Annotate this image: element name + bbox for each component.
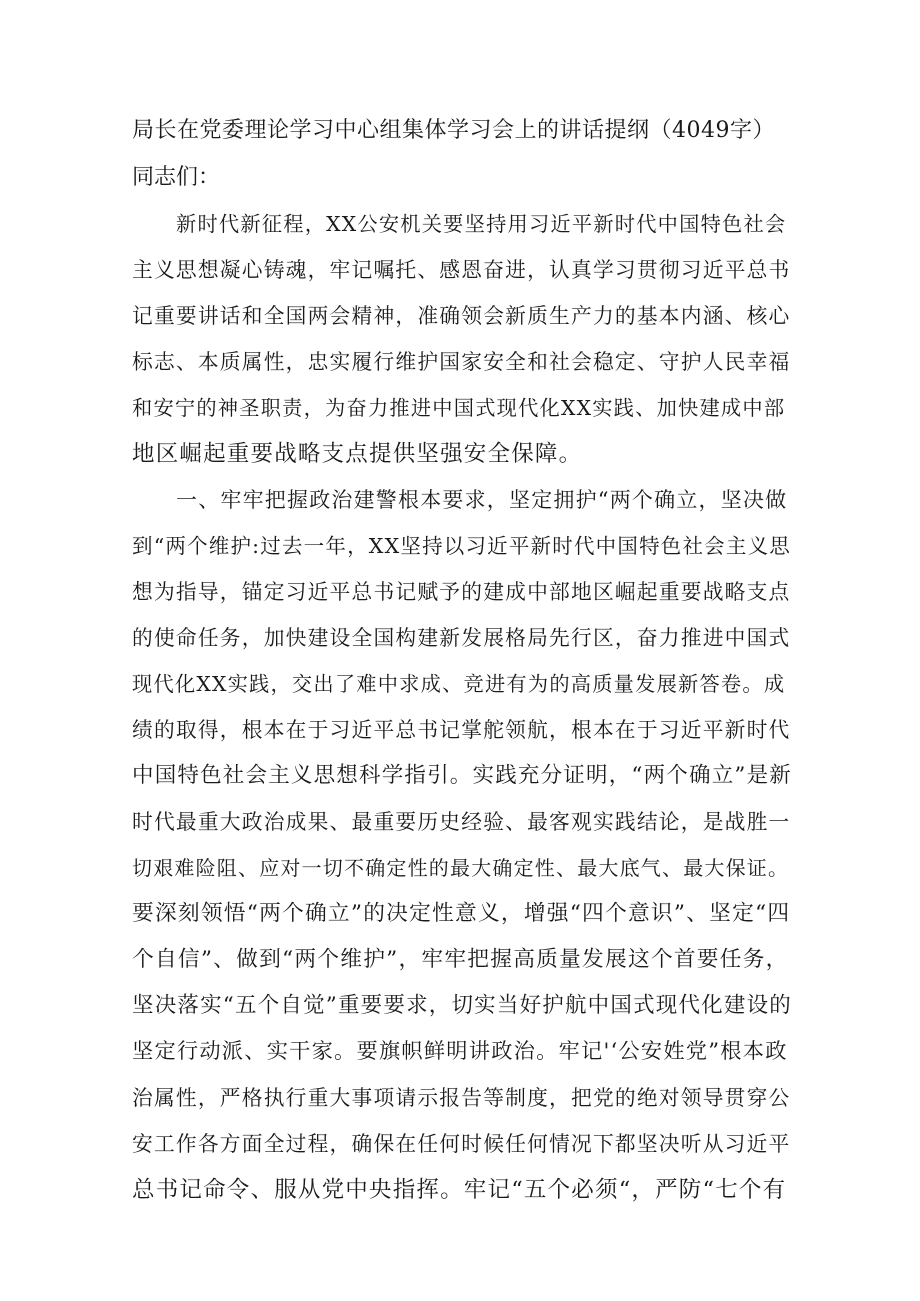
paragraph-line: 一、牢牢把握政治建警根本要求，坚定拥护“两个确立，坚决做 [176,488,788,512]
paragraph-line: 切艰难险阻、应对一切不确定性的最大确定性、最大底气、最大保证。 [132,856,790,880]
paragraph-line: 时代最重大政治成果、最重要历史经验、最客观实践结论，是战胜一 [132,810,791,834]
document-title: 局长在党委理论学习中心组集体学习会上的讲话提纲（4049字） [132,118,775,143]
paragraph-line: 治属性，严格执行重大事项请示报告等制度，把党的绝对领导贯穿公 [132,1086,791,1110]
paragraph-line: 坚决落实“五个自觉”重要要求，切实当好护航中国式现代化建设的 [132,993,792,1018]
paragraph-line: 中国特色社会主义思想科学指引。实践充分证明，“两个确立”是新 [132,763,792,788]
paragraph-line: 安工作各方面全过程，确保在任何时候任何情况下都坚决听从习近平 [132,1132,791,1156]
paragraph-line: 绩的取得，根本在于习近平总书记掌舵领航，根本在于习近平新时代 [132,718,791,742]
paragraph-line: 的使命任务，加快建设全国构建新发展格局先行区，奋力推进中国式 [132,626,791,650]
paragraph-line: 要深刻领悟“两个确立”的决定性意义，增强“四个意识”、坚定“四 [132,901,791,926]
paragraph-line: 记重要讲话和全国两会精神，准确领会新质生产力的基本内涵、核心 [132,304,791,328]
paragraph-line: 坚定行动派、实干家。要旗帜鲜明讲政治。牢记'‘公安姓党”根本政 [132,1039,788,1064]
paragraph-line: 新时代新征程，XX公安机关要坚持用习近平新时代中国特色社会 [176,212,787,236]
paragraph-line: 现代化XX实践，交出了难中求成、竞进有为的高质量发展新答卷。成 [132,672,786,696]
paragraph-line: 标志、本质属性，忠实履行维护国家安全和社会稳定、守护人民幸福 [132,350,791,374]
paragraph-line: 个自信”、做到“两个维护”，牢牢把握高质量发展这个首要任务， [132,947,789,972]
greeting: 同志们： [132,165,221,190]
paragraph-line: 主义思想凝心铸魂，牢记嘱托、感恩奋进，认真学习贯彻习近平总书 [132,258,791,282]
paragraph-line: 想为指导，锚定习近平总书记赋予的建成中部地区崛起重要战略支点 [132,580,791,604]
paragraph-line: 到“两个维护:过去一年，XX坚持以习近平新时代中国特色社会主义思 [132,534,791,558]
paragraph-line: 地区崛起重要战略支点提供坚强安全保障。 [132,441,583,467]
paragraph-line: 总书记命令、服从党中央指挥。牢记“五个必须“，严防“七个有 [132,1177,787,1203]
paragraph-line: 和安宁的神圣职责，为奋力推进中国式现代化XX实践、加快建成中部 [132,396,786,420]
